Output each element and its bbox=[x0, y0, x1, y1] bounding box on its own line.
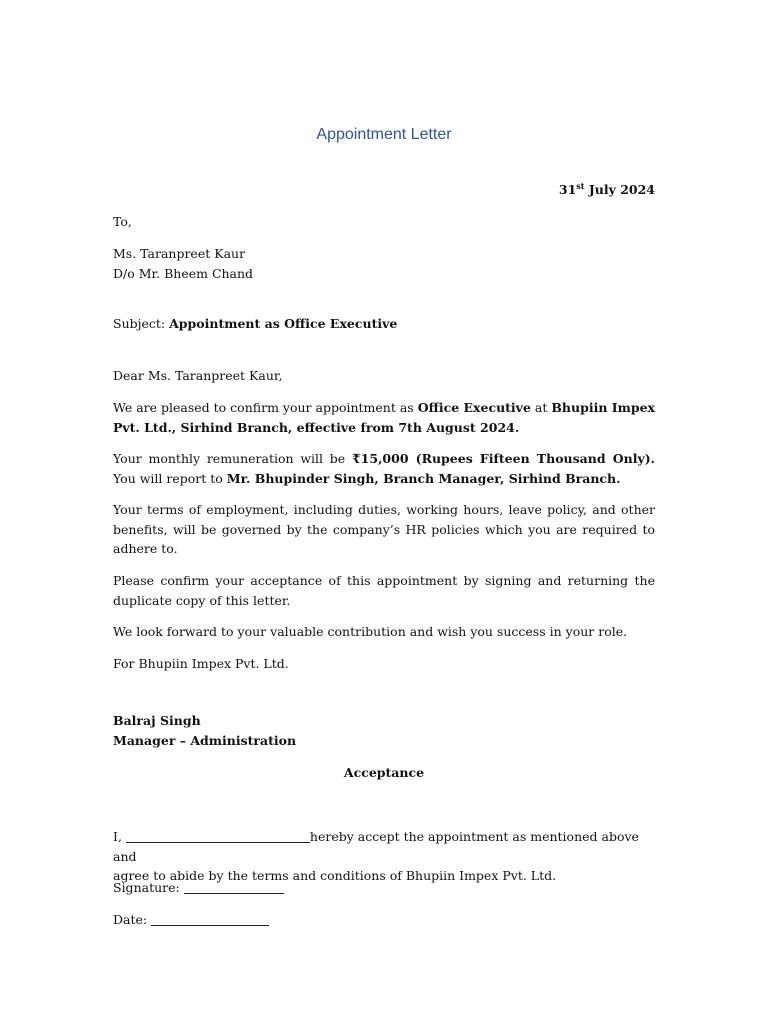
paragraph-closing: We look forward to your valuable contribution and wish you success in your role. bbox=[113, 624, 628, 639]
p2-text-c: You will report to bbox=[113, 470, 227, 486]
letter-date bbox=[113, 180, 655, 200]
paragraph-remuneration bbox=[113, 449, 655, 488]
p2-salary: ₹15,000 (Rupees Fifteen Thousand Only). bbox=[351, 451, 655, 466]
letter-title: Appointment Letter bbox=[316, 126, 452, 143]
company-signoff: For Bhupiin Impex Pvt. Ltd. bbox=[113, 656, 289, 671]
date-rest: July 2024 bbox=[584, 182, 655, 197]
subject-text: Appointment as Office Executive bbox=[169, 316, 398, 331]
signatory-title: Manager – Administration bbox=[113, 732, 297, 748]
subject-label: Subject: bbox=[113, 316, 170, 331]
p1-text-c: at bbox=[530, 400, 552, 415]
recipient-relation: D/o Mr. Bheem Chand bbox=[113, 265, 254, 281]
signature-label: Signature: bbox=[113, 880, 184, 895]
date-day: 31 bbox=[558, 182, 577, 197]
recipient-block bbox=[113, 244, 655, 283]
p1-text-a: We are pleased to confirm your appointment as bbox=[113, 400, 418, 415]
paragraph-terms: Your terms of employment, including duties, working hours, leave policy, and other benefits, will be governed by the company’s HR policies which you are required to adhere to. bbox=[113, 502, 655, 556]
name-blank-line[interactable] bbox=[126, 830, 310, 843]
signatory-name: Balraj Singh bbox=[113, 713, 201, 728]
acceptance-heading-text: Acceptance bbox=[343, 765, 425, 780]
recipient-name: Ms. Taranpreet Kaur bbox=[113, 246, 246, 261]
subject-line bbox=[113, 314, 655, 334]
paragraph-appointment bbox=[113, 398, 655, 437]
date-field bbox=[113, 910, 655, 930]
signature-blank-line[interactable] bbox=[184, 881, 284, 894]
date-blank-line[interactable] bbox=[151, 913, 269, 926]
acceptance-statement bbox=[113, 827, 655, 886]
date-label: Date: bbox=[113, 912, 152, 927]
signature-field bbox=[113, 878, 655, 898]
paragraph-confirm: Please confirm your acceptance of this appointment by signing and returning the duplicate copy of this letter. bbox=[113, 573, 655, 608]
acceptance-line2: agree to abide by the terms and conditions of Bhupiin Impex Pvt. Ltd. bbox=[113, 868, 557, 883]
date-suffix: st bbox=[576, 181, 585, 191]
acceptance-heading bbox=[113, 763, 655, 783]
acceptance-i: I, bbox=[113, 829, 126, 844]
p2-manager: Mr. Bhupinder Singh, Branch Manager, Sirhind Branch. bbox=[226, 470, 621, 486]
to-line: To, bbox=[113, 214, 132, 229]
signatory-block bbox=[113, 711, 655, 750]
acceptance-line1: hereby accept the appointment as mentioned above and bbox=[113, 829, 639, 864]
p1-position: Office Executive bbox=[417, 400, 531, 415]
salutation: Dear Ms. Taranpreet Kaur, bbox=[113, 368, 283, 383]
p2-text-a: Your monthly remuneration will be bbox=[113, 451, 352, 466]
p1-company: Bhupiin Impex Pvt. Ltd., Sirhind Branch, effective from 7th August 2024. bbox=[113, 400, 655, 435]
